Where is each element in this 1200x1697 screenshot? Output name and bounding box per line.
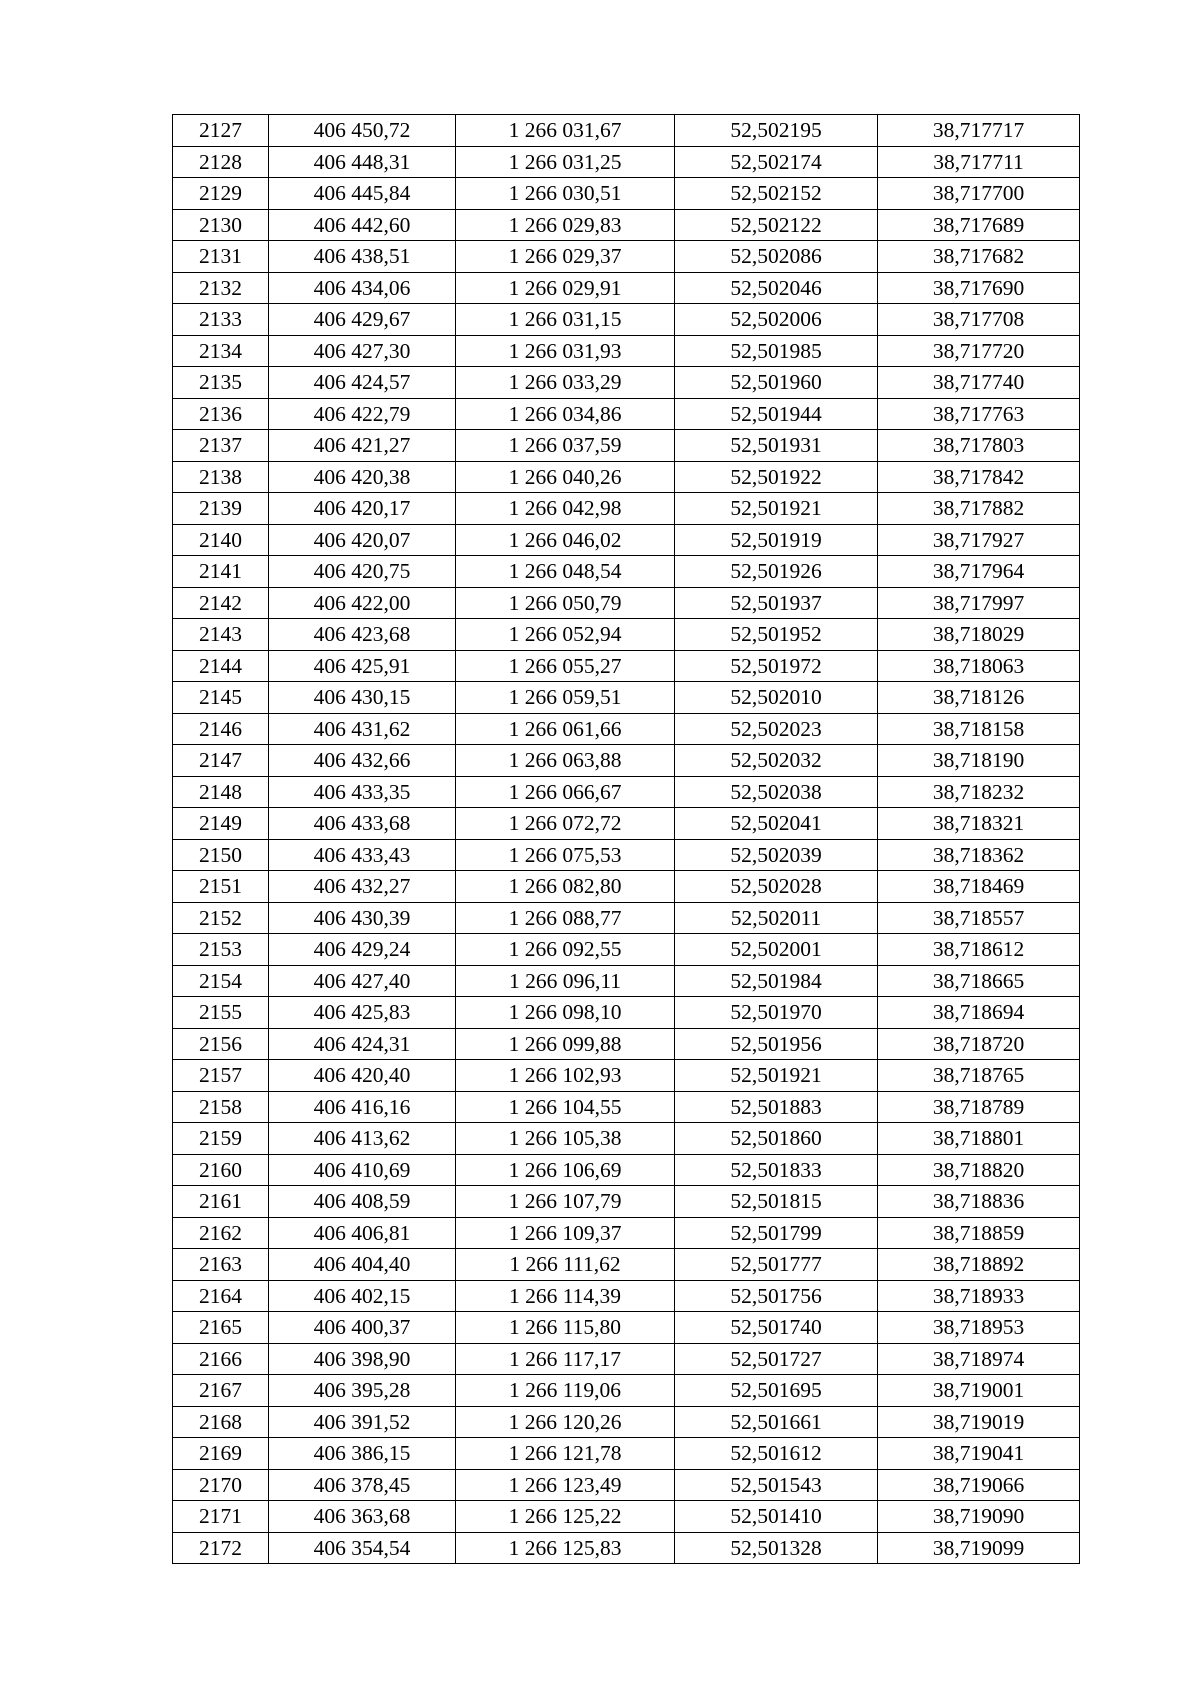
point-number-cell: 2163 [173, 1249, 269, 1281]
y-coordinate-cell: 1 266 059,51 [456, 682, 675, 714]
x-coordinate-cell: 406 400,37 [269, 1312, 456, 1344]
x-coordinate-cell: 406 438,51 [269, 241, 456, 273]
latitude-cell: 52,502011 [675, 902, 878, 934]
x-coordinate-cell: 406 402,15 [269, 1280, 456, 1312]
point-number-cell: 2161 [173, 1186, 269, 1218]
coordinates-table [172, 114, 1080, 1564]
point-number-cell: 2143 [173, 619, 269, 651]
x-coordinate-cell: 406 416,16 [269, 1091, 456, 1123]
y-coordinate-cell: 1 266 109,37 [456, 1217, 675, 1249]
point-number-cell: 2141 [173, 556, 269, 588]
x-coordinate-cell: 406 432,27 [269, 871, 456, 903]
point-number-cell: 2139 [173, 493, 269, 525]
longitude-cell: 38,718469 [878, 871, 1080, 903]
x-coordinate-cell: 406 422,00 [269, 587, 456, 619]
y-coordinate-cell: 1 266 031,15 [456, 304, 675, 336]
latitude-cell: 52,501695 [675, 1375, 878, 1407]
table-row [173, 808, 1080, 840]
longitude-cell: 38,717882 [878, 493, 1080, 525]
table-row [173, 1406, 1080, 1438]
x-coordinate-cell: 406 421,27 [269, 430, 456, 462]
table-row [173, 1438, 1080, 1470]
longitude-cell: 38,717690 [878, 272, 1080, 304]
table-row [173, 1060, 1080, 1092]
y-coordinate-cell: 1 266 033,29 [456, 367, 675, 399]
longitude-cell: 38,718362 [878, 839, 1080, 871]
longitude-cell: 38,718158 [878, 713, 1080, 745]
point-number-cell: 2127 [173, 115, 269, 147]
table-row [173, 1312, 1080, 1344]
point-number-cell: 2166 [173, 1343, 269, 1375]
point-number-cell: 2140 [173, 524, 269, 556]
point-number-cell: 2150 [173, 839, 269, 871]
latitude-cell: 52,501970 [675, 997, 878, 1029]
point-number-cell: 2152 [173, 902, 269, 934]
latitude-cell: 52,501960 [675, 367, 878, 399]
y-coordinate-cell: 1 266 111,62 [456, 1249, 675, 1281]
x-coordinate-cell: 406 424,57 [269, 367, 456, 399]
longitude-cell: 38,717803 [878, 430, 1080, 462]
point-number-cell: 2133 [173, 304, 269, 336]
latitude-cell: 52,501937 [675, 587, 878, 619]
x-coordinate-cell: 406 429,24 [269, 934, 456, 966]
y-coordinate-cell: 1 266 055,27 [456, 650, 675, 682]
latitude-cell: 52,501922 [675, 461, 878, 493]
latitude-cell: 52,501921 [675, 1060, 878, 1092]
y-coordinate-cell: 1 266 096,11 [456, 965, 675, 997]
latitude-cell: 52,502152 [675, 178, 878, 210]
y-coordinate-cell: 1 266 117,17 [456, 1343, 675, 1375]
table-row [173, 1028, 1080, 1060]
x-coordinate-cell: 406 386,15 [269, 1438, 456, 1470]
longitude-cell: 38,718720 [878, 1028, 1080, 1060]
y-coordinate-cell: 1 266 046,02 [456, 524, 675, 556]
table-row [173, 304, 1080, 336]
point-number-cell: 2147 [173, 745, 269, 777]
longitude-cell: 38,718612 [878, 934, 1080, 966]
latitude-cell: 52,502038 [675, 776, 878, 808]
point-number-cell: 2128 [173, 146, 269, 178]
table-row [173, 398, 1080, 430]
x-coordinate-cell: 406 427,40 [269, 965, 456, 997]
latitude-cell: 52,502032 [675, 745, 878, 777]
y-coordinate-cell: 1 266 037,59 [456, 430, 675, 462]
latitude-cell: 52,502006 [675, 304, 878, 336]
point-number-cell: 2155 [173, 997, 269, 1029]
point-number-cell: 2149 [173, 808, 269, 840]
table-row [173, 146, 1080, 178]
x-coordinate-cell: 406 442,60 [269, 209, 456, 241]
y-coordinate-cell: 1 266 066,67 [456, 776, 675, 808]
table-row [173, 1091, 1080, 1123]
x-coordinate-cell: 406 433,35 [269, 776, 456, 808]
point-number-cell: 2168 [173, 1406, 269, 1438]
latitude-cell: 52,501921 [675, 493, 878, 525]
point-number-cell: 2157 [173, 1060, 269, 1092]
latitude-cell: 52,502174 [675, 146, 878, 178]
longitude-cell: 38,718974 [878, 1343, 1080, 1375]
x-coordinate-cell: 406 420,38 [269, 461, 456, 493]
point-number-cell: 2165 [173, 1312, 269, 1344]
point-number-cell: 2158 [173, 1091, 269, 1123]
x-coordinate-cell: 406 404,40 [269, 1249, 456, 1281]
point-number-cell: 2132 [173, 272, 269, 304]
table-row [173, 997, 1080, 1029]
table-row [173, 1375, 1080, 1407]
table-row [173, 1532, 1080, 1564]
longitude-cell: 38,718820 [878, 1154, 1080, 1186]
x-coordinate-cell: 406 354,54 [269, 1532, 456, 1564]
table-row [173, 871, 1080, 903]
x-coordinate-cell: 406 430,39 [269, 902, 456, 934]
table-row [173, 1343, 1080, 1375]
longitude-cell: 38,718063 [878, 650, 1080, 682]
latitude-cell: 52,502001 [675, 934, 878, 966]
x-coordinate-cell: 406 391,52 [269, 1406, 456, 1438]
y-coordinate-cell: 1 266 082,80 [456, 871, 675, 903]
latitude-cell: 52,502046 [675, 272, 878, 304]
table-row [173, 713, 1080, 745]
table-row [173, 493, 1080, 525]
table-row [173, 934, 1080, 966]
x-coordinate-cell: 406 420,40 [269, 1060, 456, 1092]
table-row [173, 745, 1080, 777]
table-row [173, 1280, 1080, 1312]
point-number-cell: 2136 [173, 398, 269, 430]
latitude-cell: 52,502041 [675, 808, 878, 840]
table-row [173, 650, 1080, 682]
point-number-cell: 2172 [173, 1532, 269, 1564]
point-number-cell: 2162 [173, 1217, 269, 1249]
point-number-cell: 2131 [173, 241, 269, 273]
latitude-cell: 52,501972 [675, 650, 878, 682]
latitude-cell: 52,502039 [675, 839, 878, 871]
y-coordinate-cell: 1 266 075,53 [456, 839, 675, 871]
y-coordinate-cell: 1 266 052,94 [456, 619, 675, 651]
latitude-cell: 52,501777 [675, 1249, 878, 1281]
latitude-cell: 52,501328 [675, 1532, 878, 1564]
point-number-cell: 2135 [173, 367, 269, 399]
y-coordinate-cell: 1 266 105,38 [456, 1123, 675, 1155]
latitude-cell: 52,501543 [675, 1469, 878, 1501]
y-coordinate-cell: 1 266 063,88 [456, 745, 675, 777]
latitude-cell: 52,501956 [675, 1028, 878, 1060]
table-row [173, 1501, 1080, 1533]
x-coordinate-cell: 406 450,72 [269, 115, 456, 147]
longitude-cell: 38,717689 [878, 209, 1080, 241]
x-coordinate-cell: 406 413,62 [269, 1123, 456, 1155]
table-row [173, 209, 1080, 241]
table-row [173, 965, 1080, 997]
y-coordinate-cell: 1 266 031,67 [456, 115, 675, 147]
point-number-cell: 2129 [173, 178, 269, 210]
longitude-cell: 38,718190 [878, 745, 1080, 777]
table-row [173, 776, 1080, 808]
latitude-cell: 52,501815 [675, 1186, 878, 1218]
table-row [173, 430, 1080, 462]
y-coordinate-cell: 1 266 088,77 [456, 902, 675, 934]
point-number-cell: 2144 [173, 650, 269, 682]
x-coordinate-cell: 406 406,81 [269, 1217, 456, 1249]
latitude-cell: 52,501833 [675, 1154, 878, 1186]
point-number-cell: 2145 [173, 682, 269, 714]
point-number-cell: 2151 [173, 871, 269, 903]
longitude-cell: 38,718859 [878, 1217, 1080, 1249]
x-coordinate-cell: 406 425,91 [269, 650, 456, 682]
x-coordinate-cell: 406 429,67 [269, 304, 456, 336]
table-row [173, 556, 1080, 588]
y-coordinate-cell: 1 266 123,49 [456, 1469, 675, 1501]
x-coordinate-cell: 406 363,68 [269, 1501, 456, 1533]
table-row [173, 902, 1080, 934]
latitude-cell: 52,501727 [675, 1343, 878, 1375]
latitude-cell: 52,501756 [675, 1280, 878, 1312]
y-coordinate-cell: 1 266 031,25 [456, 146, 675, 178]
x-coordinate-cell: 406 423,68 [269, 619, 456, 651]
x-coordinate-cell: 406 448,31 [269, 146, 456, 178]
longitude-cell: 38,718892 [878, 1249, 1080, 1281]
y-coordinate-cell: 1 266 031,93 [456, 335, 675, 367]
longitude-cell: 38,719090 [878, 1501, 1080, 1533]
x-coordinate-cell: 406 420,17 [269, 493, 456, 525]
y-coordinate-cell: 1 266 034,86 [456, 398, 675, 430]
point-number-cell: 2164 [173, 1280, 269, 1312]
latitude-cell: 52,501985 [675, 335, 878, 367]
point-number-cell: 2153 [173, 934, 269, 966]
latitude-cell: 52,501661 [675, 1406, 878, 1438]
y-coordinate-cell: 1 266 115,80 [456, 1312, 675, 1344]
longitude-cell: 38,717717 [878, 115, 1080, 147]
longitude-cell: 38,718126 [878, 682, 1080, 714]
longitude-cell: 38,718933 [878, 1280, 1080, 1312]
x-coordinate-cell: 406 427,30 [269, 335, 456, 367]
y-coordinate-cell: 1 266 072,72 [456, 808, 675, 840]
y-coordinate-cell: 1 266 029,91 [456, 272, 675, 304]
latitude-cell: 52,501799 [675, 1217, 878, 1249]
table-row [173, 619, 1080, 651]
longitude-cell: 38,718765 [878, 1060, 1080, 1092]
latitude-cell: 52,501944 [675, 398, 878, 430]
table-row [173, 1469, 1080, 1501]
latitude-cell: 52,501931 [675, 430, 878, 462]
point-number-cell: 2148 [173, 776, 269, 808]
latitude-cell: 52,501919 [675, 524, 878, 556]
latitude-cell: 52,502122 [675, 209, 878, 241]
longitude-cell: 38,717682 [878, 241, 1080, 273]
y-coordinate-cell: 1 266 040,26 [456, 461, 675, 493]
point-number-cell: 2130 [173, 209, 269, 241]
table-row [173, 367, 1080, 399]
x-coordinate-cell: 406 431,62 [269, 713, 456, 745]
table-row [173, 682, 1080, 714]
latitude-cell: 52,501860 [675, 1123, 878, 1155]
table-row [173, 335, 1080, 367]
latitude-cell: 52,501612 [675, 1438, 878, 1470]
point-number-cell: 2142 [173, 587, 269, 619]
y-coordinate-cell: 1 266 061,66 [456, 713, 675, 745]
coordinates-table-body [173, 115, 1080, 1564]
point-number-cell: 2169 [173, 1438, 269, 1470]
y-coordinate-cell: 1 266 030,51 [456, 178, 675, 210]
y-coordinate-cell: 1 266 106,69 [456, 1154, 675, 1186]
y-coordinate-cell: 1 266 050,79 [456, 587, 675, 619]
longitude-cell: 38,718789 [878, 1091, 1080, 1123]
y-coordinate-cell: 1 266 029,83 [456, 209, 675, 241]
y-coordinate-cell: 1 266 125,83 [456, 1532, 675, 1564]
table-row [173, 839, 1080, 871]
table-row [173, 272, 1080, 304]
x-coordinate-cell: 406 408,59 [269, 1186, 456, 1218]
x-coordinate-cell: 406 395,28 [269, 1375, 456, 1407]
latitude-cell: 52,502028 [675, 871, 878, 903]
longitude-cell: 38,718321 [878, 808, 1080, 840]
latitude-cell: 52,502023 [675, 713, 878, 745]
longitude-cell: 38,718694 [878, 997, 1080, 1029]
longitude-cell: 38,718801 [878, 1123, 1080, 1155]
x-coordinate-cell: 406 420,75 [269, 556, 456, 588]
longitude-cell: 38,719099 [878, 1532, 1080, 1564]
point-number-cell: 2146 [173, 713, 269, 745]
x-coordinate-cell: 406 445,84 [269, 178, 456, 210]
y-coordinate-cell: 1 266 102,93 [456, 1060, 675, 1092]
x-coordinate-cell: 406 433,43 [269, 839, 456, 871]
latitude-cell: 52,502086 [675, 241, 878, 273]
x-coordinate-cell: 406 424,31 [269, 1028, 456, 1060]
y-coordinate-cell: 1 266 092,55 [456, 934, 675, 966]
longitude-cell: 38,718029 [878, 619, 1080, 651]
table-row [173, 1249, 1080, 1281]
x-coordinate-cell: 406 378,45 [269, 1469, 456, 1501]
table-row [173, 178, 1080, 210]
x-coordinate-cell: 406 434,06 [269, 272, 456, 304]
longitude-cell: 38,718836 [878, 1186, 1080, 1218]
point-number-cell: 2138 [173, 461, 269, 493]
longitude-cell: 38,718557 [878, 902, 1080, 934]
latitude-cell: 52,501926 [675, 556, 878, 588]
longitude-cell: 38,717997 [878, 587, 1080, 619]
longitude-cell: 38,717708 [878, 304, 1080, 336]
point-number-cell: 2154 [173, 965, 269, 997]
longitude-cell: 38,717720 [878, 335, 1080, 367]
latitude-cell: 52,502195 [675, 115, 878, 147]
point-number-cell: 2170 [173, 1469, 269, 1501]
longitude-cell: 38,717740 [878, 367, 1080, 399]
table-row [173, 1154, 1080, 1186]
table-row [173, 1186, 1080, 1218]
point-number-cell: 2134 [173, 335, 269, 367]
point-number-cell: 2160 [173, 1154, 269, 1186]
point-number-cell: 2159 [173, 1123, 269, 1155]
y-coordinate-cell: 1 266 120,26 [456, 1406, 675, 1438]
longitude-cell: 38,719019 [878, 1406, 1080, 1438]
latitude-cell: 52,501740 [675, 1312, 878, 1344]
table-row [173, 1217, 1080, 1249]
longitude-cell: 38,719041 [878, 1438, 1080, 1470]
longitude-cell: 38,717763 [878, 398, 1080, 430]
point-number-cell: 2156 [173, 1028, 269, 1060]
x-coordinate-cell: 406 430,15 [269, 682, 456, 714]
y-coordinate-cell: 1 266 114,39 [456, 1280, 675, 1312]
x-coordinate-cell: 406 425,83 [269, 997, 456, 1029]
longitude-cell: 38,717842 [878, 461, 1080, 493]
y-coordinate-cell: 1 266 098,10 [456, 997, 675, 1029]
table-row [173, 524, 1080, 556]
longitude-cell: 38,718665 [878, 965, 1080, 997]
x-coordinate-cell: 406 398,90 [269, 1343, 456, 1375]
longitude-cell: 38,717927 [878, 524, 1080, 556]
latitude-cell: 52,501984 [675, 965, 878, 997]
latitude-cell: 52,501883 [675, 1091, 878, 1123]
x-coordinate-cell: 406 433,68 [269, 808, 456, 840]
table-row [173, 461, 1080, 493]
y-coordinate-cell: 1 266 029,37 [456, 241, 675, 273]
y-coordinate-cell: 1 266 042,98 [456, 493, 675, 525]
latitude-cell: 52,501952 [675, 619, 878, 651]
table-row [173, 587, 1080, 619]
table-row [173, 1123, 1080, 1155]
x-coordinate-cell: 406 410,69 [269, 1154, 456, 1186]
y-coordinate-cell: 1 266 107,79 [456, 1186, 675, 1218]
longitude-cell: 38,717711 [878, 146, 1080, 178]
longitude-cell: 38,719066 [878, 1469, 1080, 1501]
longitude-cell: 38,717700 [878, 178, 1080, 210]
y-coordinate-cell: 1 266 048,54 [456, 556, 675, 588]
longitude-cell: 38,718953 [878, 1312, 1080, 1344]
y-coordinate-cell: 1 266 125,22 [456, 1501, 675, 1533]
point-number-cell: 2137 [173, 430, 269, 462]
y-coordinate-cell: 1 266 104,55 [456, 1091, 675, 1123]
longitude-cell: 38,717964 [878, 556, 1080, 588]
point-number-cell: 2167 [173, 1375, 269, 1407]
table-row [173, 115, 1080, 147]
table-row [173, 241, 1080, 273]
x-coordinate-cell: 406 420,07 [269, 524, 456, 556]
point-number-cell: 2171 [173, 1501, 269, 1533]
longitude-cell: 38,719001 [878, 1375, 1080, 1407]
longitude-cell: 38,718232 [878, 776, 1080, 808]
y-coordinate-cell: 1 266 099,88 [456, 1028, 675, 1060]
x-coordinate-cell: 406 422,79 [269, 398, 456, 430]
latitude-cell: 52,502010 [675, 682, 878, 714]
y-coordinate-cell: 1 266 119,06 [456, 1375, 675, 1407]
latitude-cell: 52,501410 [675, 1501, 878, 1533]
x-coordinate-cell: 406 432,66 [269, 745, 456, 777]
y-coordinate-cell: 1 266 121,78 [456, 1438, 675, 1470]
